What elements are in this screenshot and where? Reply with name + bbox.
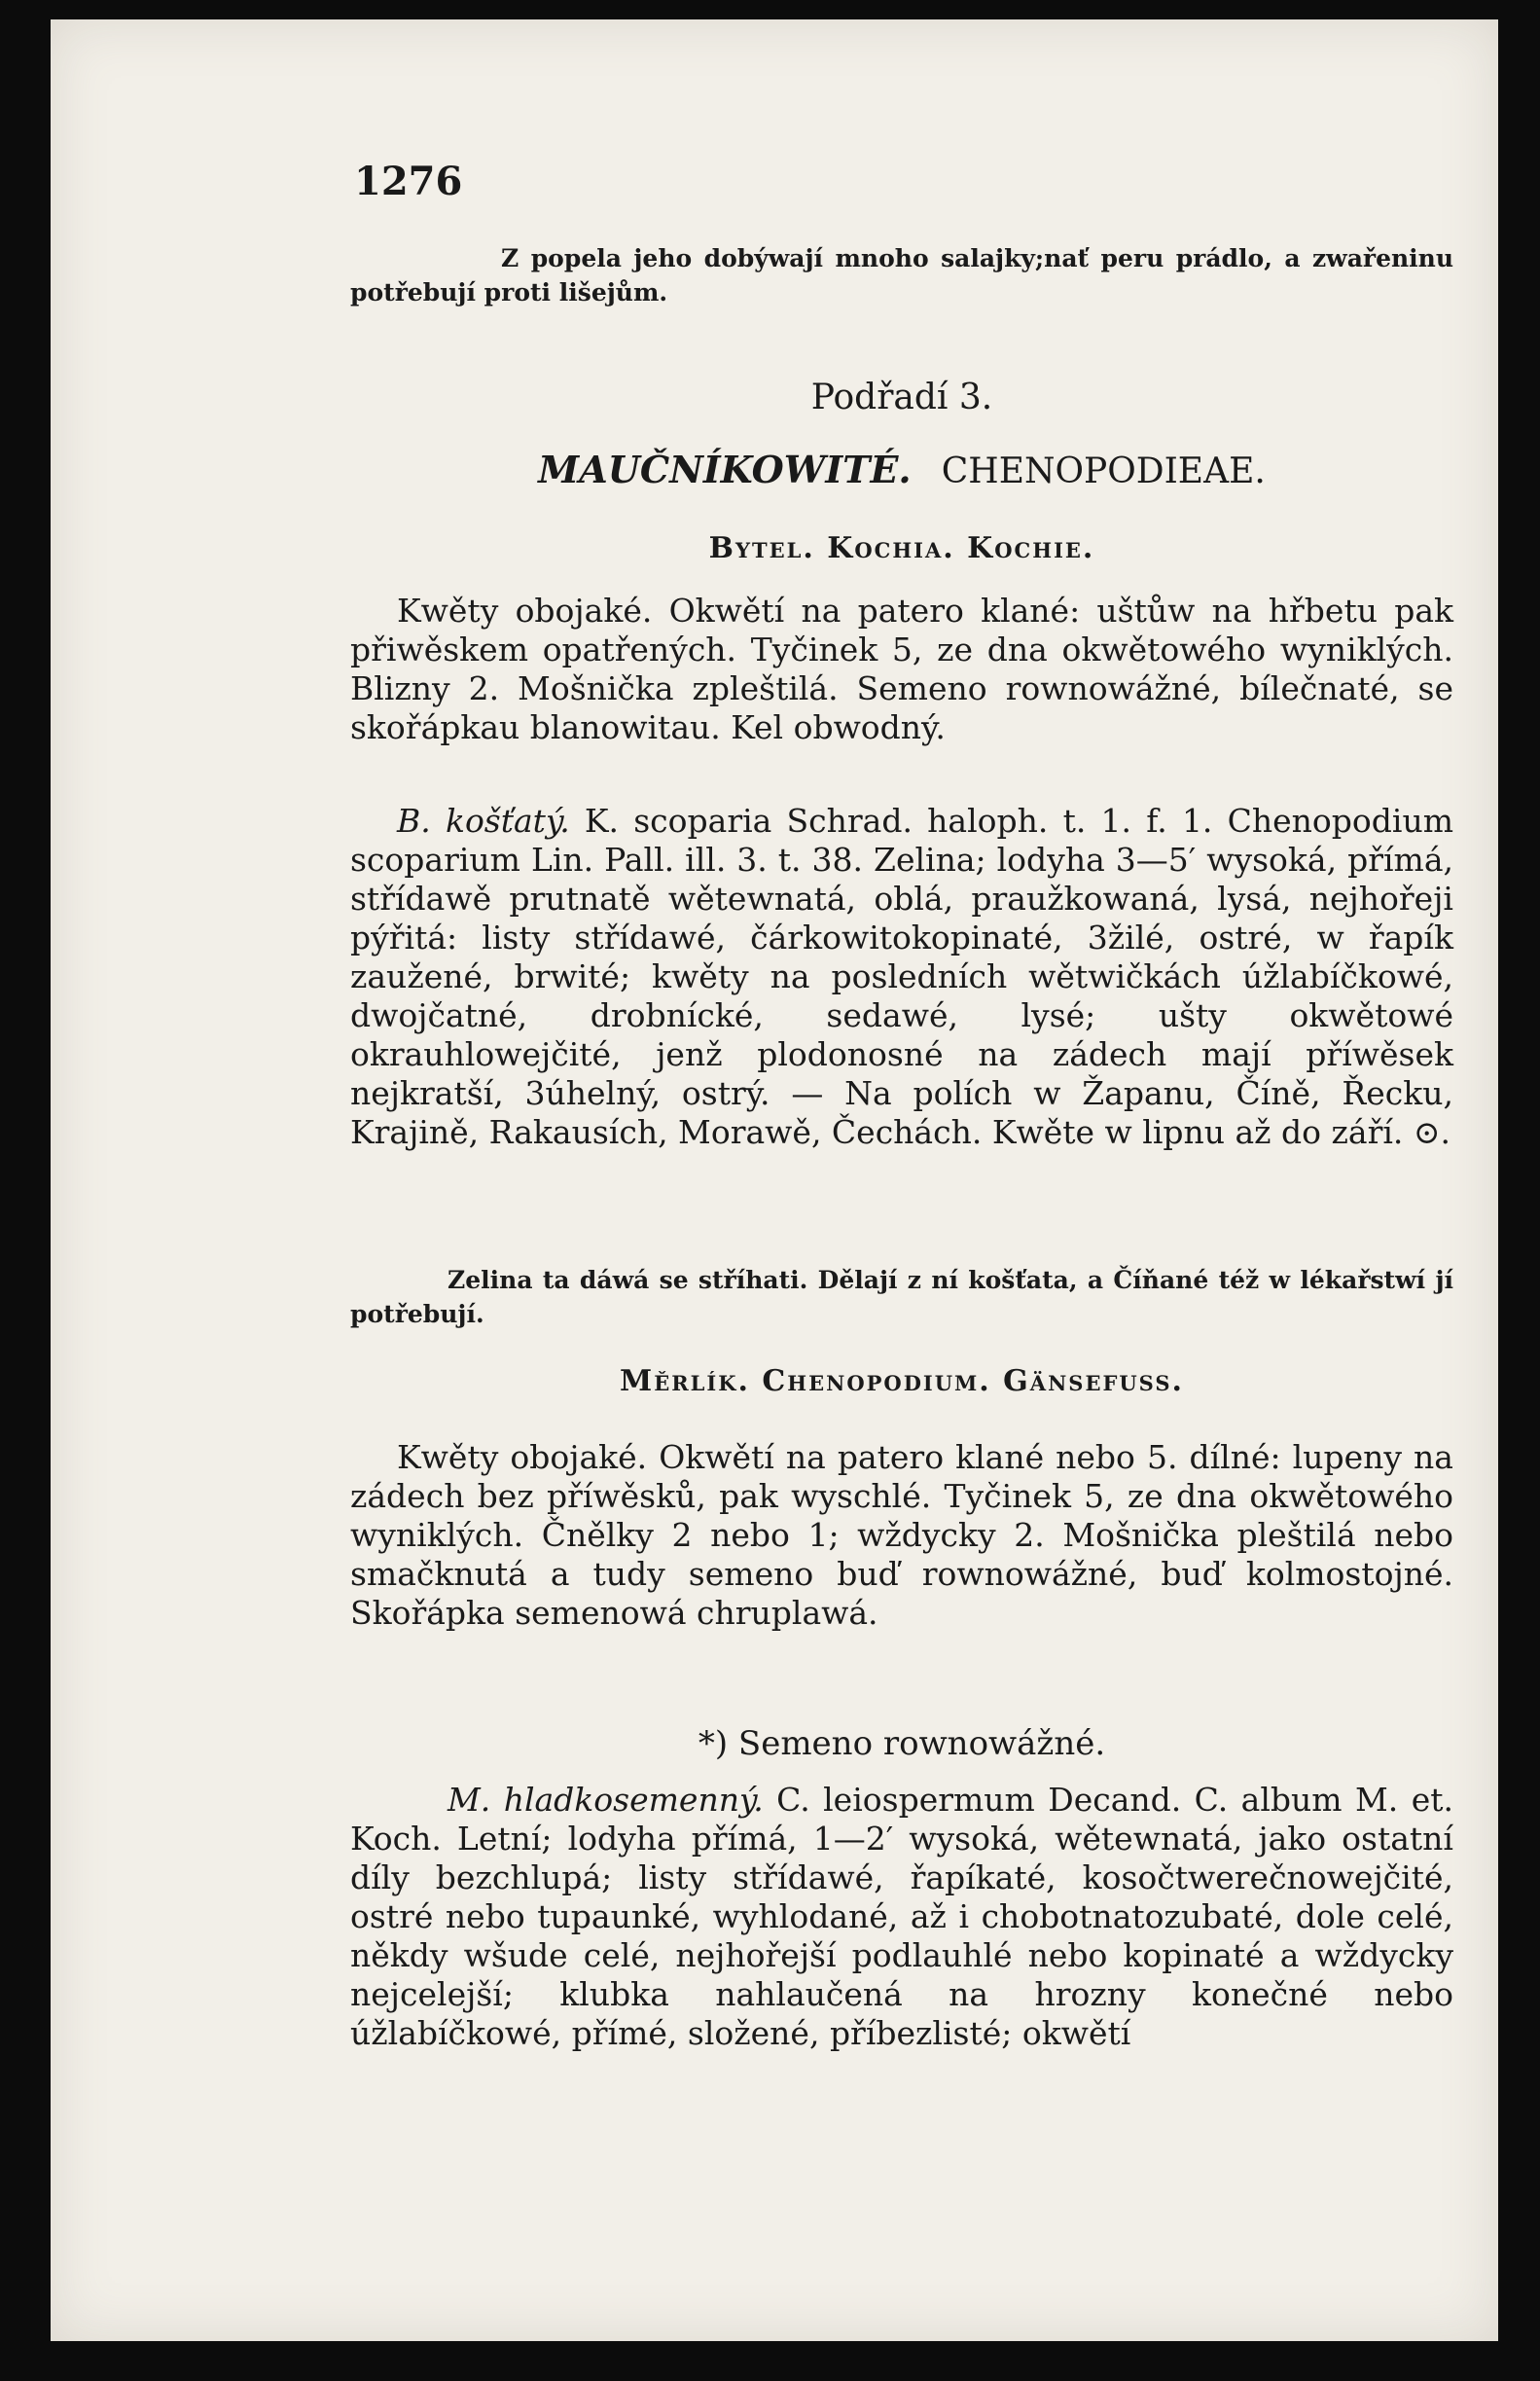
species-entry-bytel — [350, 802, 1453, 1152]
section-heading: *) Semeno rownowážné. — [698, 1724, 1106, 1763]
species-text: Letní; lodyha přímá, 1—2′ wysoká, wětewnatá, jako ostatní díly bezchlupá; listy střídawé, řapíkaté, kosočtwerečnowejčité, ostré nebo tupaunké, wyhlodané, až i chobotnatozubaté, dole celé, někdy wšude celé, nejhořejší podlauhlé nebo kopinaté a wždycky nejcelejší; klubka nahlaučená na hrozny konečné nebo úžlabíčkowé, přímé, složené, příbezlisté; okwětí — [350, 1820, 1453, 2052]
species-name: M. hladkosemenný. — [448, 1781, 764, 1819]
book-page — [51, 19, 1498, 2341]
suborder-heading: Podřadí 3. — [810, 378, 993, 417]
family-czech: MAUČNÍKOWITÉ. — [538, 448, 912, 491]
intro-note: Z popela jeho dobýwají mnoho salajky;nať peru prádlo, a zwařeninu potřebují proti lišejům. — [350, 244, 1453, 307]
species-text: Zelina; lodyha 3—5′ wysoká, přímá, střídawě prutnatě wětewnatá, oblá, praužkowaná, lysá, nejhořeji pýřitá: listy střídawé, čárkowitokopinaté, 3žilé, ostré, w řapík zaužené, brwité; kwěty na posledních wětwičkách úžlabíčkowé, dwojčatné, drobnícké, sedawé, lysé; ušty okwětowé okrauhlowejčité, jenž plodonosné na zádech mají příwěsek nejkratší, 3úhelný, ostrý. — Na polích w Žapanu, Číně, Řecku, Krajině, Rakausích, Morawě, Čechách. Kwěte w lipnu až do září. ⊙. — [350, 841, 1453, 1151]
genus-description-merlik: Kwěty obojaké. Okwětí na patero klané nebo 5. dílné: lupeny na zádech bez příwěsků, pak wyschlé. Tyčinek 5, ze dna okwětowého wyniklých. Čnělky 2 nebo 1; wždycky 2. Mošnička pleštilá nebo smačknutá a tudy semeno buď rownowážné, buď kolmostojné. Skořápka semenowá chruplawá. — [350, 1438, 1453, 1632]
species-note-bytel: Zelina ta dáwá se stříhati. Dělají z ní košťata, a Číňané též w lékařstwí jí potřebují. — [350, 1266, 1453, 1328]
species-name: B. košťatý. — [397, 802, 570, 840]
family-latin: CHENOPODIEAE. — [941, 451, 1266, 491]
genus-description-bytel: Kwěty obojaké. Okwětí na patero klané: uštůw na hřbetu pak přiwěskem opatřených. Tyčinek 5, ze dna okwětowého wyniklých. Blizny 2. Mošnička zpleštilá. Semeno rownowážné, bílečnaté, se skořápkau blanowitau. Kel obwodný. — [350, 592, 1453, 746]
species-entry-merlik — [350, 1781, 1453, 2053]
genus-heading-bytel: Bytel. Kochia. Kochie. — [708, 531, 1095, 565]
species-synonyms: C. leiospermum Decand. C. album M. et. Koch. — [350, 1781, 1453, 1858]
genus-heading-merlik: Měrlík. Chenopodium. Gänsefuss. — [620, 1364, 1184, 1398]
species-synonyms: K. scoparia Schrad. haloph. t. 1. f. 1. Chenopodium scoparium Lin. Pall. ill. 3. t. 38. — [350, 802, 1453, 879]
family-heading — [350, 448, 1453, 491]
page-number: 1276 — [354, 159, 463, 204]
